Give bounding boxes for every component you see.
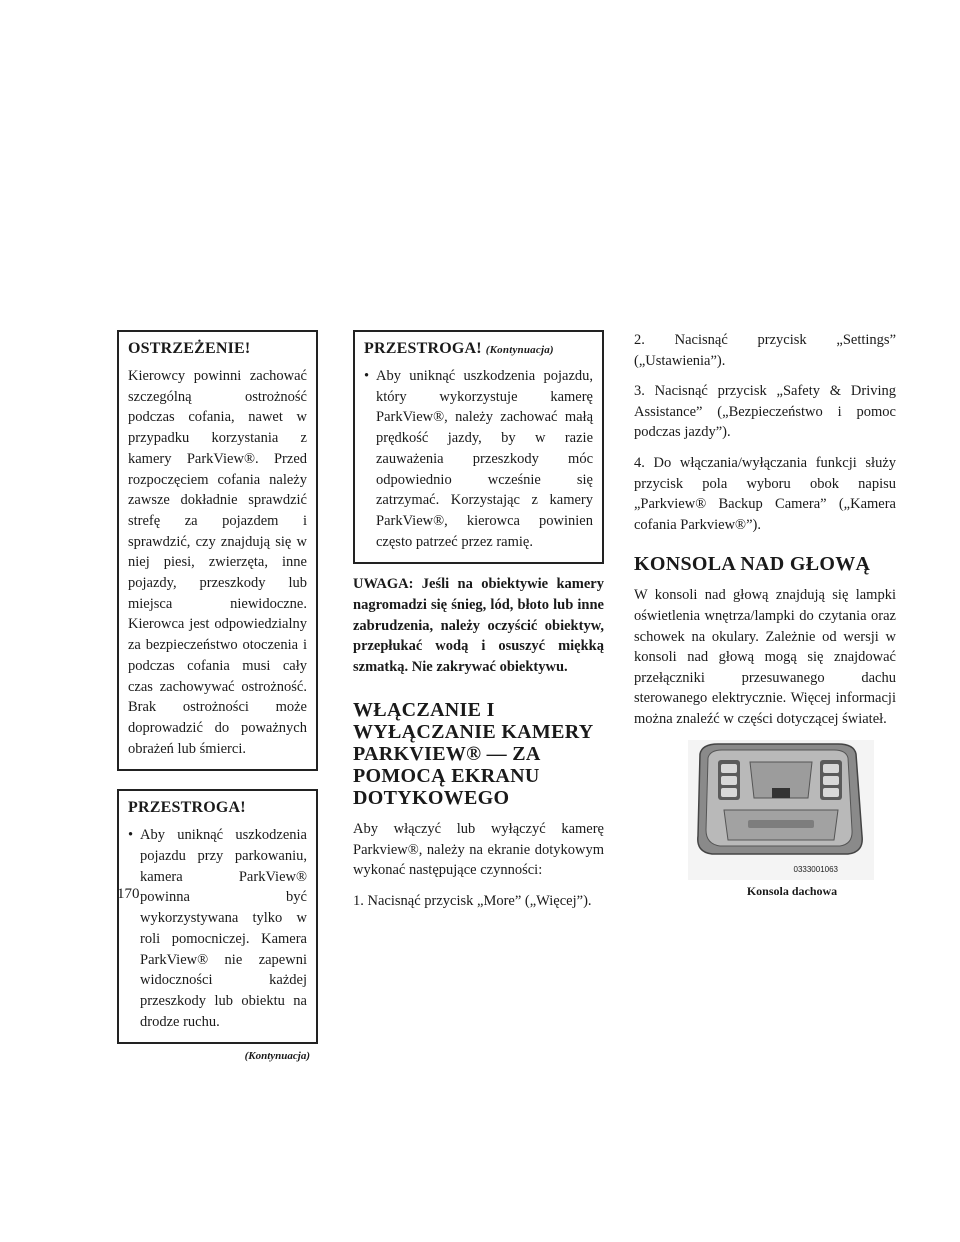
bullet-mark: • <box>364 368 370 384</box>
column-left <box>117 330 318 1062</box>
section-heading-console: KONSOLA NAD GŁOWĄ <box>634 553 871 576</box>
caution-bullet-item <box>364 366 593 552</box>
step-2: 2. Nacisnąć przycisk „Settings” („Ustawienia”). <box>634 332 896 369</box>
caution-box-continued <box>353 330 604 564</box>
overhead-console-image <box>688 740 874 880</box>
figure-caption: Konsola dachowa <box>746 883 838 898</box>
overhead-console-illustration <box>688 740 874 880</box>
step-4: 4. Do włączania/wyłączania funkcji służy przycisk pola wyboru obok napisu „Parkview® Backup Camera” („Kamera cofania Parkview®”). <box>634 454 896 533</box>
step-1: 1. Nacisnąć przycisk „More” („Więcej”). <box>353 893 592 910</box>
continued-label: (Kontynuacja) <box>244 1050 310 1063</box>
page-number: 170 <box>117 886 140 902</box>
warning-text: Kierowcy powinni zachować szczególną ostrożność podczas cofania, nawet w przypadku korzystania z kamery ParkView®. Przed rozpoczęciem cofania należy zawsze dokładnie sprawdzić strefę za pojazdem i sprawdzić, czy znajdują się w niej piesi, zwierzęta, inne pojazdy, przeszkody lub miejsca niewidoczne. Kierowca jest odpowiedzialny za bezpieczeństwo otoczenia i podczas cofania musi cały czas zachowywać ostrożność. Brak ostrożności może doprowadzić do poważnych obrażeń lub śmierci. <box>128 368 307 757</box>
caution-cont-label: (Kontynuacja) <box>485 344 554 356</box>
section-heading-parkview: WŁĄCZANIE I WYŁĄCZANIE KAMERY PARKVIEW® — ZA POMOCĄ EKRANU DOTYKOWEGO <box>353 699 593 810</box>
figure-code: 0333001063 <box>793 864 838 874</box>
warning-title: OSTRZEŻENIE! <box>128 340 251 357</box>
caution-title-text: PRZESTROGA! <box>364 340 482 357</box>
caution-title-continued <box>364 340 593 358</box>
step-3: 3. Nacisnąć przycisk „Safety & Driving Assistance” („Bezpieczeństwo i pomoc podczas jazdy”). <box>634 383 896 441</box>
caution-text: Aby uniknąć uszkodzenia pojazdu przy parkowaniu, kamera ParkView® powinna być wykorzystywana tylko w roli pomocniczej. Kamera ParkView® nie zapewni widoczności każdej przeszkody lub obiektu na drodze ruchu. <box>140 827 307 1030</box>
console-text: W konsoli nad głową znajdują się lampki oświetlenia wnętrza/lampki do czytania oraz schowek na okulary. Zależnie od wersji w konsoli nad głową mogą się znajdować przełączniki przesuwanego dachu sterowanego elektrycznie. Więcej informacji można znaleźć w części dotyczącej świateł. <box>634 587 896 727</box>
intro-text: Aby włączyć lub wyłączyć kamerę Parkview®, należy na ekranie dotykowym wykonać następujące czynności: <box>353 821 604 879</box>
column-middle <box>353 330 604 922</box>
note-text: UWAGA: Jeśli na obiektywie kamery nagromadzi się śnieg, lód, błoto lub inne zabrudzenia, należy oczyścić obiektyw, przepłukać wodą i osuszyć miękką szmatką. Nie zakrywać obiektywu. <box>353 576 604 675</box>
caution-title: PRZESTROGA! <box>128 799 246 817</box>
caution-box <box>117 789 318 1044</box>
caution-bullet-item <box>128 825 307 1032</box>
warning-box <box>117 330 318 771</box>
bullet-mark: • <box>128 827 134 844</box>
column-right <box>634 330 896 899</box>
caution-text: Aby uniknąć uszkodzenia pojazdu, który wykorzystuje kamerę ParkView®, należy zachować małą prędkość jazdy, by w razie zauważenia przeszkody móc odpowiednio wcześnie się zatrzymać. Korzystając z kamery ParkView®, kierowca powinien często patrzeć przez ramię. <box>376 368 593 550</box>
